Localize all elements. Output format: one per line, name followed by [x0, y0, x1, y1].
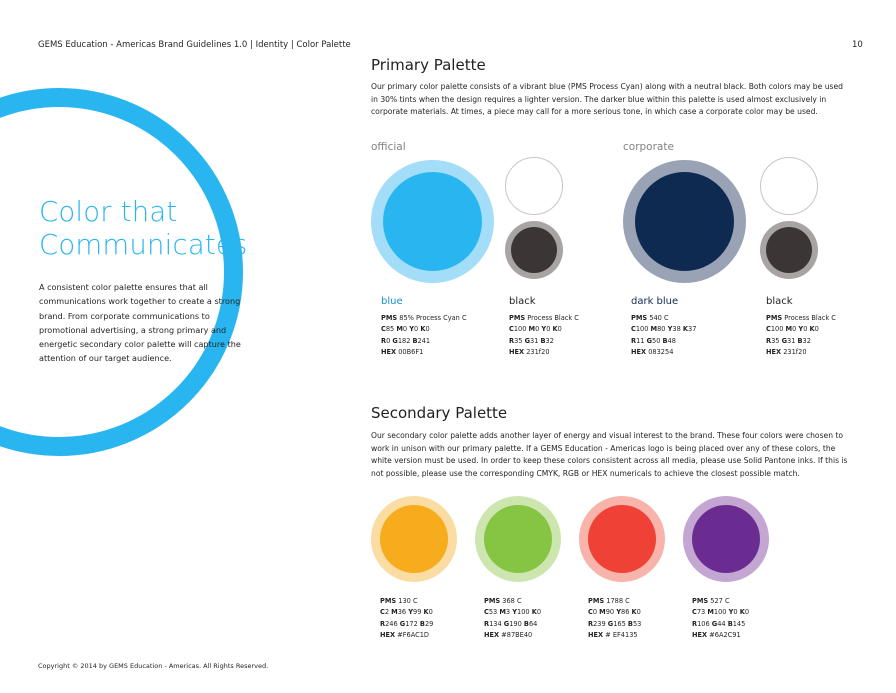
swatch-white	[505, 157, 563, 215]
spec-purple: PMS 527 C C73 M100 Y0 K0 R106 G44 B145 HEX #6A2C91	[692, 597, 750, 639]
primary-body: Our primary color palette consists of a vibrant blue (PMS Process Cyan) along with a neutral black. Both colors may be used in 30% tints when the design requires a lighter version. The darker blue within this palette is used almost exclusively in corporate materials. At times, a piece may call for a more serious tone, in which case a corporate color may be used.	[371, 82, 843, 117]
spec-dark-blue: dark blue PMS 540 C C100 M80 Y38 K37 R11 G50 B48 HEX 083254	[631, 296, 697, 356]
color-name-black-corporate: black	[766, 296, 793, 307]
swatch-purple	[692, 505, 760, 573]
spec-red: PMS 1788 C C0 M90 Y86 K0 R239 G165 B53 HEX # EF4135	[588, 597, 642, 639]
secondary-body: Our secondary color palette adds another layer of energy and visual interest to the brand. These four colors were chosen to work in unison with our primary palette. If a GEMS Education - Americas logo is being placed over any of these colors, the white version must be used. In order to keep these colors consistent across all media, please use Solid Pantone inks. If this is not possible, please use the corresponding CMYK, RGB or HEX numericals to achieve the closest possible match.	[371, 431, 848, 478]
hero-title-line2: Communicates	[39, 229, 248, 261]
swatch-red	[588, 505, 656, 573]
hero-title	[39, 196, 248, 262]
color-name-black: black	[509, 296, 536, 307]
primary-heading: Primary Palette	[371, 56, 486, 74]
running-header: GEMS Education - Americas Brand Guidelines 1.0 | Identity | Color Palette	[38, 40, 351, 50]
secondary-heading: Secondary Palette	[371, 404, 508, 422]
swatch-white-corporate	[760, 157, 818, 215]
swatch-black	[511, 227, 557, 273]
corporate-label: corporate	[623, 141, 674, 153]
swatch-black-corporate	[766, 227, 812, 273]
hero-ring	[0, 88, 243, 456]
spec-blue: blue PMS 85% Process Cyan C C85 M0 Y0 K0 R0 G182 B241 HEX 00B6F1	[381, 296, 467, 356]
swatch-blue	[383, 172, 482, 271]
spec-orange: PMS 130 C C2 M36 Y99 K0 R246 G172 B29 HEX #F6AC1D	[380, 597, 434, 639]
swatch-dark-blue	[635, 172, 734, 271]
hero-body: A consistent color palette ensures that all communications work together to create a strong brand. From corporate communications to promotional advertising, a strong primary and energetic secondary color palette will capture the attention of our target audience.	[39, 282, 241, 364]
color-name-dark-blue: dark blue	[631, 296, 679, 307]
swatch-orange	[380, 505, 448, 573]
hero-title-line1: Color that	[39, 196, 178, 228]
swatch-green	[484, 505, 552, 573]
page-number: 10	[852, 40, 863, 50]
official-label: official	[371, 141, 406, 153]
color-name-blue: blue	[381, 296, 403, 307]
spec-green: PMS 368 C C53 M3 Y100 K0 R134 G190 B64 HEX #87BE40	[484, 597, 542, 639]
copyright-footer: Copyright © 2014 by GEMS Education - Americas. All Rights Reserved.	[38, 662, 269, 670]
spec-black: black PMS Process Black C C100 M0 Y0 K0 R35 G31 B32 HEX 231f20	[509, 296, 579, 356]
spec-black-corporate: black PMS Process Black C C100 M0 Y0 K0 R35 G31 B32 HEX 231f20	[766, 296, 836, 356]
